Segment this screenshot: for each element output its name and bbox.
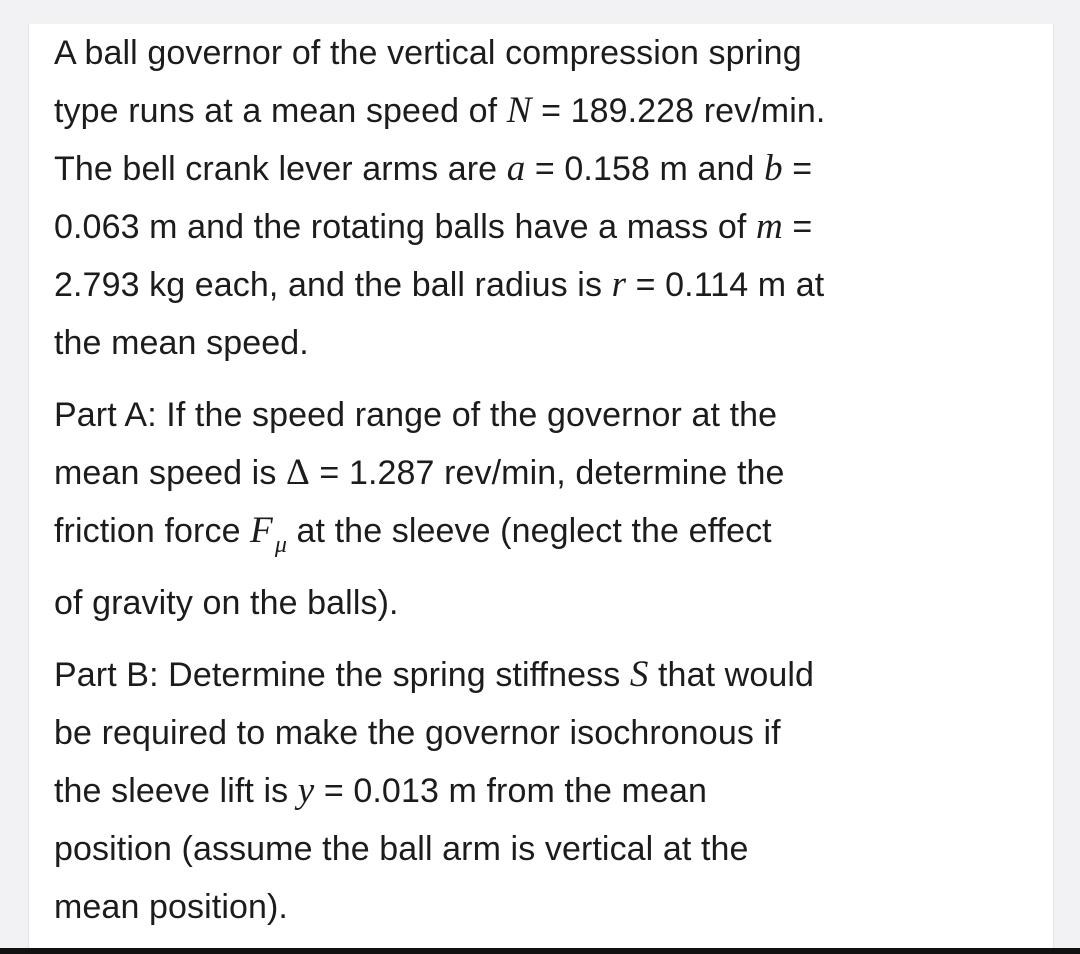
- variable-a: a: [506, 148, 526, 189]
- text-run: =: [782, 150, 813, 188]
- text-run: type runs at a mean speed of: [54, 92, 507, 130]
- text-run: The bell crank lever arms are: [54, 150, 507, 188]
- variable-F: F: [250, 510, 273, 551]
- intro-paragraph: [54, 24, 1014, 372]
- part-a-paragraph: [54, 386, 1014, 632]
- text-run: friction force: [54, 512, 251, 550]
- part-a-line-2: [54, 444, 1014, 502]
- text-run: that would: [648, 656, 815, 694]
- text-run: = 0.114 m at: [626, 266, 825, 304]
- variable-m: m: [756, 206, 783, 247]
- variable-delta: Δ: [285, 452, 310, 493]
- subscript-mu: μ: [274, 532, 287, 558]
- part-b-line-3: [54, 762, 1014, 820]
- text-run: 2.793 kg each, and the ball radius is: [54, 266, 612, 304]
- intro-line-4: [54, 198, 1014, 256]
- intro-line-2: [54, 82, 1014, 140]
- text-run: mean speed is: [54, 454, 286, 492]
- variable-N: N: [506, 90, 532, 131]
- part-a-line-1: Part A: If the speed range of the governor at the: [54, 396, 778, 434]
- problem-text: [54, 24, 1014, 936]
- text-run: = 0.158 m and: [525, 150, 765, 188]
- text-run: = 1.287 rev/min, determine the: [309, 454, 785, 492]
- text-run: Part B: Determine the spring stiffness: [54, 656, 630, 694]
- bottom-divider: [0, 948, 1080, 954]
- text-run: at the sleeve (neglect the effect: [286, 512, 772, 550]
- variable-r: r: [611, 264, 627, 305]
- intro-line-6: the mean speed.: [54, 324, 309, 362]
- text-run: =: [782, 208, 813, 246]
- text-run: = 189.228 rev/min.: [531, 92, 826, 130]
- part-a-line-4: of gravity on the balls).: [54, 584, 399, 622]
- variable-S: S: [629, 654, 649, 695]
- part-b-line-2: be required to make the governor isochronous if: [54, 714, 781, 752]
- part-b-paragraph: [54, 646, 1014, 936]
- part-b-line-5: mean position).: [54, 888, 288, 926]
- intro-line-1: A ball governor of the vertical compression spring: [54, 34, 802, 72]
- text-run: the sleeve lift is: [54, 772, 298, 810]
- part-a-line-3: [54, 502, 1014, 574]
- intro-line-5: [54, 256, 1014, 314]
- text-run: = 0.013 m from the mean: [314, 772, 707, 810]
- variable-b: b: [764, 148, 783, 189]
- text-run: 0.063 m and the rotating balls have a mass of: [54, 208, 757, 246]
- variable-y: y: [297, 770, 315, 811]
- part-b-line-1: [54, 646, 1014, 704]
- intro-line-3: [54, 140, 1014, 198]
- part-b-line-4: position (assume the ball arm is vertical at the: [54, 830, 749, 868]
